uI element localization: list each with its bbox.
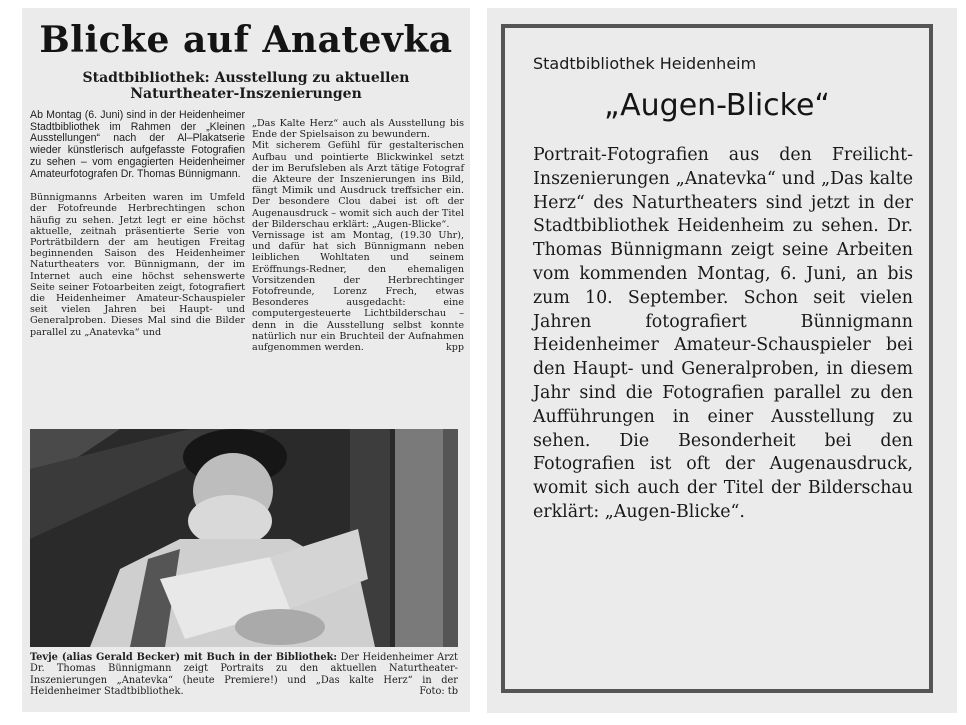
subheadline <box>22 70 470 102</box>
caption-text: Der Heidenheimer Arzt Dr. Thomas Bünnigmann zeigt Portraits zu den aktuellen Naturtheater-Inszenierungen „Anatevka“ (heute Premiere!) und „Das kalte Herz“ in der Heidenheimer Stadtbibliothek. <box>30 652 458 698</box>
photo-credit: Foto: tb <box>419 686 458 698</box>
headline: Blicke auf Anatevka <box>39 19 453 61</box>
announcement-body <box>533 144 913 525</box>
lead-paragraph: Ab Montag (6. Juni) sind in der Heidenheimer Stadtbibliothek im Rahmen der „Kleinen Ausstellungen“ nach der Al–Plakatserie wieder künstlerisch aufgefasste Fotografien zu sehen – vom engagierten Heidenheimer Amateurfotografen Dr. Thomas Bünnigmann. <box>30 109 245 180</box>
article-column-1 <box>30 110 245 338</box>
announcement-box <box>501 24 933 693</box>
subheadline-line-2: Naturtheater-Inszenierungen <box>130 86 362 102</box>
author-signature: kpp <box>445 342 464 354</box>
announcement-title: „Augen-Blicke“ <box>604 88 830 123</box>
body-paragraph: Bünnigmanns Arbeiten waren im Umfeld der Fotofreunde Herbrechtingen schon häufig zu sehen. Jetzt legt er eine höchst aktuelle, zeitnah präsentierte Serie von Porträtbildern der am heutigen Freitag beginnenden Saison des Heidenheimer Naturtheaters vor. Bünnigmann, der im Internet auch eine höchst sehenswerte Seite seiner Fotoarbeiten zeigt, fotografiert die Heidenheimer Amateur-Schauspieler seit vielen Jahren bei Haupt- und Generalproben. Dieses Mal sind die Bilder parallel zu „Anatevka“ und <box>30 192 245 338</box>
article-photo <box>30 429 458 647</box>
article-column-2 <box>252 118 464 353</box>
kicker: Stadtbibliothek Heidenheim <box>533 54 757 73</box>
body-paragraph: Mit sicherem Gefühl für gestalterischen Aufbau und pointierte Blickwinkel setzt der im Berufsleben als Arzt tätige Fotograf die Akteure der Inszenierungen ins Bild, fängt Mimik und Ausdruck treffsicher ein. Der besondere Clou dabei ist oft der Augenausdruck – womit sich auch der Titel der Bilderschau erklärt: „Augen-Blicke“. <box>252 140 464 230</box>
photo-illustration <box>30 429 458 647</box>
body-paragraph: „Das Kalte Herz“ auch als Ausstellung bis Ende der Spielsaison zu bewundern. <box>252 118 464 141</box>
caption-title: Tevje (alias Gerald Becker) mit Buch in der Bibliothek: <box>30 652 337 663</box>
right-newspaper-clipping <box>487 8 957 713</box>
photo-caption <box>30 652 458 698</box>
left-newspaper-clipping <box>22 8 470 712</box>
body-paragraph: Portrait-Fotografien aus den Freilicht-Inszenierungen „Anatevka“ und „Das kalte Herz“ des Naturtheaters sind jetzt in der Stadtbibliothek Heidenheim zu sehen. Dr. Thomas Bünnigmann zeigt seine Arbeiten vom kommenden Montag, 6. Juni, an bis zum 10. September. Schon seit vielen Jahren fotografiert Bünnigmann Heidenheimer Amateur-Schauspieler bei den Haupt- und Generalproben, in diesem Jahr sind die Fotografien parallel zu den Aufführungen in einer Ausstellung zu sehen. Die Besonderheit bei den Fotografien ist oft der Augenausdruck, womit sich auch der Titel der Bilderschau erklärt: „Augen-Blicke“. <box>533 145 913 522</box>
subheadline-line-1: Stadtbibliothek: Ausstellung zu aktuellen <box>82 70 410 86</box>
body-paragraph: Vernissage ist am Montag, (19.30 Uhr), und dafür hat sich Bünnigmann neben leiblichen Wohltaten und seinem Eröffnungs-Redner, den ehemaligen Vorsitzenden der Herbrechtinger Fotofreunde, Lorenz Frech, etwas Besonderes ausgedacht: eine computergesteuerte Lichtbilderschau – denn in die Ausstellung selbst konnte natürlich nur ein Bruchteil der Aufnahmen aufgenommen werden. <box>252 230 464 354</box>
